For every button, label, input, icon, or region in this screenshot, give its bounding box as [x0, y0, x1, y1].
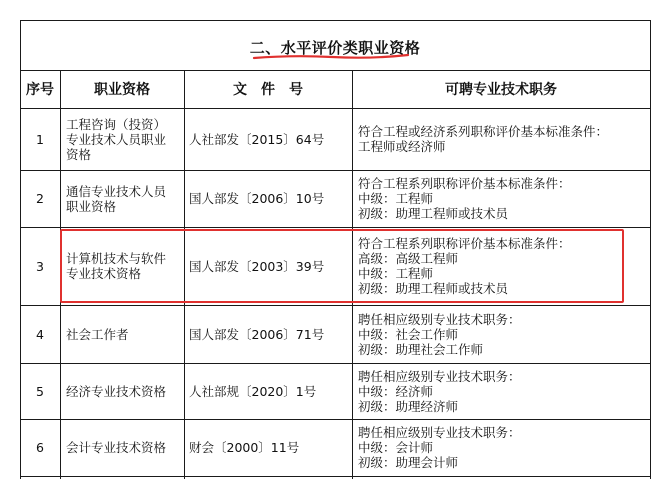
position-line: 中级：会计师	[358, 440, 434, 455]
position-line: 初级：助理工程师或技术员	[358, 206, 509, 221]
position-line: 中级：工程师	[358, 191, 434, 206]
row-positions	[358, 170, 648, 227]
position-line: 聘任相应级别专业技术职务：	[358, 425, 521, 440]
row-document: 国人部发〔2003〕39号	[189, 258, 325, 274]
header-qualification: 职业资格	[94, 82, 150, 98]
position-line: 初级：助理经济师	[358, 398, 459, 414]
row-seq: 1	[36, 131, 44, 147]
row-positions	[358, 305, 648, 363]
row-document: 人社部规〔2020〕1号	[189, 383, 317, 399]
row-qualification	[66, 305, 182, 363]
qualification-line: 资格	[66, 146, 92, 162]
row-positions	[358, 108, 648, 170]
row-qualification	[66, 363, 182, 419]
position-line: 初级：助理工程师或技术员	[358, 281, 509, 296]
qualification-line: 通信专业技术人员	[66, 183, 167, 199]
row-seq: 4	[36, 326, 44, 342]
row-positions	[358, 363, 648, 419]
header-positions: 可聘专业技术职务	[445, 82, 557, 98]
row-qualification	[66, 170, 182, 227]
position-line: 符合工程系列职称评价基本标准条件：	[358, 176, 571, 191]
position-line: 初级：助理社会工作师	[358, 341, 484, 357]
row-seq: 5	[36, 383, 44, 399]
row-document: 财会〔2000〕11号	[189, 440, 300, 455]
row-qualification	[66, 419, 182, 476]
row-positions	[358, 419, 648, 476]
title-annotation-underline	[252, 52, 410, 62]
position-line: 中级：工程师	[358, 266, 434, 281]
qualification-line: 职业资格	[66, 198, 117, 214]
position-line: 高级：高级工程师	[358, 251, 459, 266]
row-seq: 3	[36, 258, 44, 274]
row-qualification	[66, 108, 182, 170]
row-seq: 6	[36, 440, 44, 455]
row-document: 国人部发〔2006〕71号	[189, 326, 325, 342]
row-seq: 2	[36, 191, 44, 206]
qualification-line: 社会工作者	[66, 326, 129, 342]
row-highlight-annotation	[60, 229, 624, 303]
position-line: 符合工程或经济系列职称评价基本标准条件：	[358, 124, 609, 139]
position-line: 聘任相应级别专业技术职务：	[358, 368, 521, 384]
table-title-cell	[20, 20, 650, 70]
header-seq: 序号	[26, 82, 54, 98]
position-line: 工程师或经济师	[358, 139, 446, 154]
qualification-line: 专业技术资格	[66, 266, 142, 281]
row-document: 人社部发〔2015〕64号	[189, 131, 325, 147]
position-line: 初级：助理会计师	[358, 455, 459, 470]
table-title: 二、水平评价类职业资格	[249, 38, 421, 57]
qualification-line: 会计专业技术资格	[66, 440, 167, 455]
qualification-line: 工程咨询（投资）	[66, 116, 167, 132]
position-line: 中级：社会工作师	[358, 326, 459, 342]
position-line: 符合工程系列职称评价基本标准条件：	[358, 236, 571, 251]
qualification-line: 计算机技术与软件	[66, 251, 167, 266]
row-document: 国人部发〔2006〕10号	[189, 191, 325, 206]
grid-line	[650, 20, 651, 479]
position-line: 中级：经济师	[358, 383, 434, 399]
grid-line	[20, 476, 651, 477]
qualification-line: 专业技术人员职业	[66, 131, 167, 147]
position-line: 聘任相应级别专业技术职务：	[358, 311, 521, 327]
qualification-line: 经济专业技术资格	[66, 383, 167, 399]
header-document: 文 件 号	[233, 82, 303, 98]
